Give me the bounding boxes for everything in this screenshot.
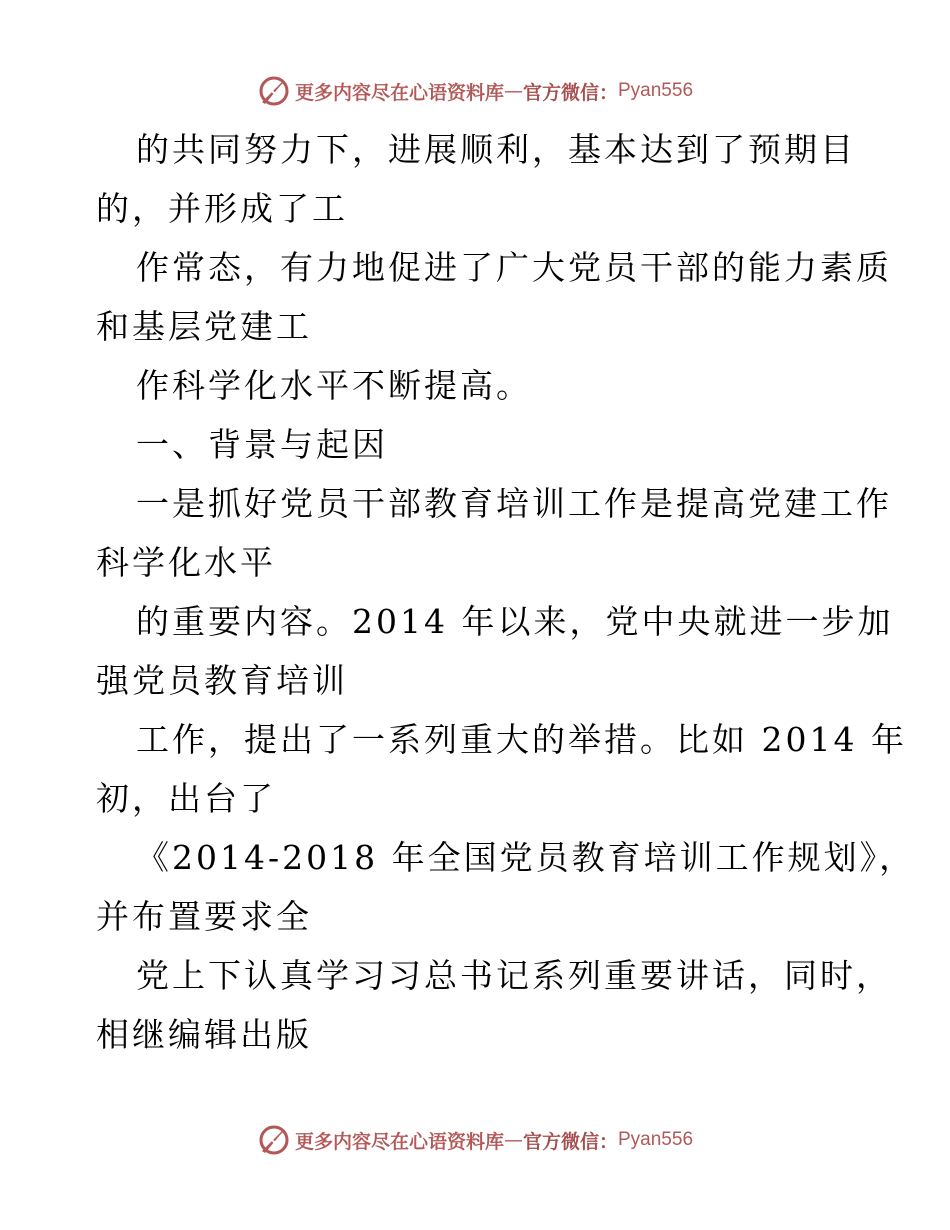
footer-watermark <box>0 1120 950 1160</box>
brush-logo-icon <box>257 74 291 108</box>
body-line: 作常态，有力地促进了广大党员干部的能力素质 <box>136 248 892 287</box>
watermark-wechat-id: Pyan556 <box>618 1129 694 1150</box>
watermark-site-text: 更多内容尽在心语资料库 <box>294 81 504 104</box>
body-line: 工作，提出了一系列重大的举措。比如 2014 年 <box>136 720 907 759</box>
section-heading: 一、背景与起因 <box>136 425 388 464</box>
watermark-wechat-id: Pyan556 <box>618 80 694 101</box>
watermark-site-text: 更多内容尽在心语资料库 <box>294 1130 504 1153</box>
body-line: 的，并形成了工 <box>96 189 348 228</box>
body-line: 强党员教育培训 <box>96 661 348 700</box>
header-watermark <box>0 71 950 111</box>
body-line: 《2014-2018 年全国党员教育培训工作规划》， <box>136 838 916 877</box>
body-line: 作科学化水平不断提高。 <box>136 366 532 405</box>
body-line: 和基层党建工 <box>96 307 312 346</box>
body-line: 初，出台了 <box>96 779 276 818</box>
body-line: 相继编辑出版 <box>96 1015 312 1054</box>
body-line: 的共同努力下，进展顺利，基本达到了预期目 <box>136 130 856 169</box>
watermark-separator: — <box>503 80 523 102</box>
body-line: 党上下认真学习习总书记系列重要讲话，同时， <box>136 956 892 995</box>
brush-logo-icon <box>257 1123 291 1157</box>
body-line: 的重要内容。2014 年以来，党中央就进一步加 <box>136 602 894 641</box>
document-body <box>96 120 916 1064</box>
body-line: 并布置要求全 <box>96 897 312 936</box>
body-line: 一是抓好党员干部教育培训工作是提高党建工作 <box>136 484 892 523</box>
watermark-contact-label: 官方微信： <box>522 1130 618 1153</box>
watermark-separator: — <box>503 1129 523 1151</box>
body-line: 科学化水平 <box>96 543 276 582</box>
watermark-contact-label: 官方微信： <box>522 81 618 104</box>
